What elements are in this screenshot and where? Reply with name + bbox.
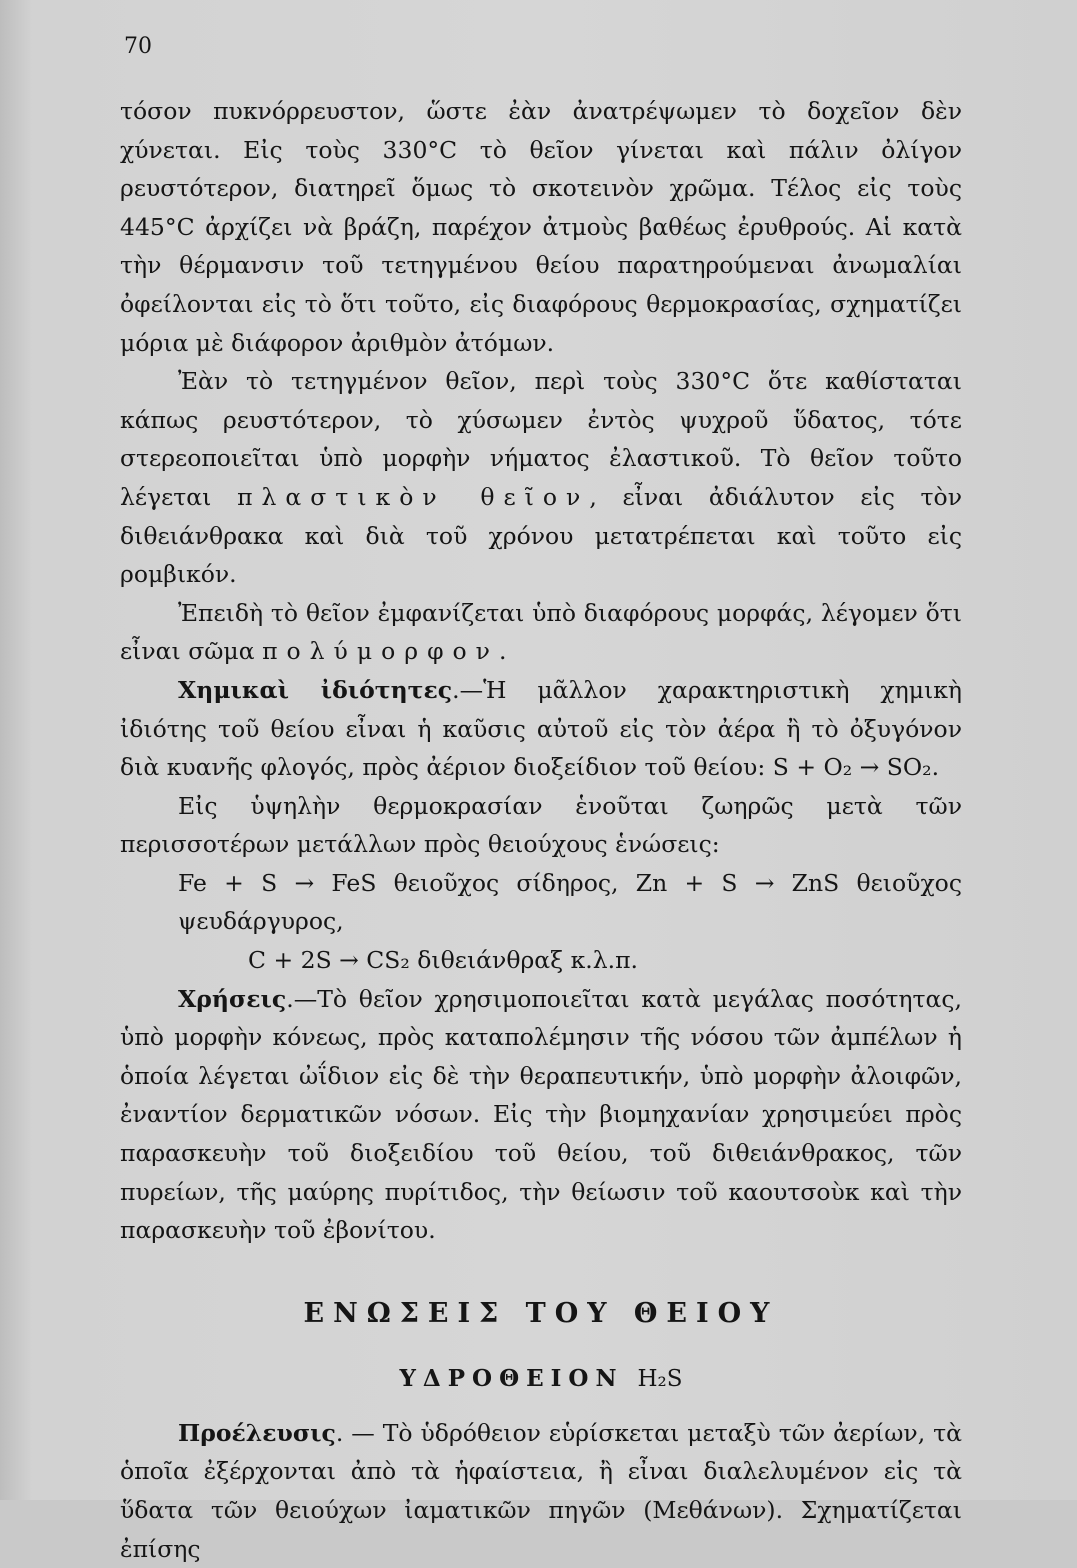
paragraph-1: τόσον πυκνόρρευστον, ὥστε ἐὰν ἀνατρέψωμεν τὸ δοχεῖον δὲν χύνεται. Εἰς τοὺς 330°C τὸ θεῖον γίνεται καὶ πάλιν ὀλίγον ρευστότερον, διατηρεῖ ὅμως τὸ σκοτεινὸν χρῶμα. Τέλος εἰς τοὺς 445°C ἀρχίζει νὰ βράζη, παρέχον ἀτμοὺς βαθέως ἐρυθρούς. Αἱ κατὰ τὴν θέρμανσιν τοῦ τετηγμένου θείου παρατηρούμεναι ἀνωμαλίαι ὀφείλονται εἰς τὸ ὅτι τοῦτο, εἰς διαφόρους θερμοκρασίας, σχηματίζει μόρια μὲ διάφορον ἀριθμὸν ἀτόμων. [120, 97, 962, 357]
uses-paragraph [120, 980, 962, 1250]
section-heading: ΕΝΩΣΕΙΣ ΤΟΥ ΘΕΙΟΥ [303, 1297, 779, 1329]
body-text [120, 92, 962, 1568]
subsection-heading [120, 1365, 962, 1392]
combustion-equation: S + O₂ → SO₂. [772, 753, 940, 782]
uses-heading: Χρήσεις [178, 984, 287, 1013]
subsection-title: ΥΔΡΟΘΕΙΟΝ [399, 1364, 624, 1392]
equation-line-2: C + 2S → CS₂ διθειάνθραξ κ.λ.π. [248, 946, 638, 975]
paragraph-3 [120, 594, 962, 671]
origin-heading: Προέλευσις [178, 1418, 336, 1447]
paragraph-3-text-b: . [498, 637, 507, 666]
paragraph-2 [120, 362, 962, 594]
origin-text: . — Τὸ ὑδρόθειον εὑρίσκεται μεταξὺ τῶν ἀερίων, τὰ ὁποῖα ἐξέρχονται ἀπὸ τὰ ἡφαίστεια, ἢ εἶναι διαλελυμένον εἰς τὰ ὕδατα τῶν θειούχων ἰαματικῶν πηγῶν (Μεθάνων). Σχηματίζεται ἐπίσης [120, 1418, 962, 1563]
paragraph-3-text-a: Ἐπειδὴ τὸ θεῖον ἐμφανίζεται ὑπὸ διαφόρους μορφάς, λέγομεν ὅτι εἶναι σῶμα [120, 598, 962, 666]
equation-line-1: Fe + S → FeS θειοῦχος σίδηρος, Zn + S → ZnS θειοῦχος ψευδάργυρος, [178, 868, 962, 936]
term-plastic-sulfur: πλαστικὸν θεῖον [237, 482, 590, 511]
chemical-properties-text: .—Ἡ μᾶλλον χαρακτηριστικὴ χημικὴ ἰδιότης τοῦ θείου εἶναι ἡ καῦσις αὐτοῦ εἰς τὸν ἀέρα ἢ τὸ ὀξυγόνον διὰ κυανῆς φλογός, πρὸς ἀέριον διοξείδιον τοῦ θείου: [120, 675, 962, 782]
metal-sulfide-equations [120, 864, 962, 980]
chemical-properties-heading: Χημικαὶ ἰδιότητες [178, 675, 453, 704]
metals-paragraph: Εἰς ὑψηλὴν θερμοκρασίαν ἑνοῦται ζωηρῶς μετὰ τῶν περισσοτέρων μετάλλων πρὸς θειούχους ἑνώσεις: [120, 791, 962, 859]
chemical-properties-paragraph [120, 671, 962, 787]
subsection-formula: H₂S [637, 1365, 683, 1392]
origin-paragraph [120, 1414, 962, 1568]
term-polymorphous: πολύμορφον [262, 637, 499, 666]
page-number: 70 [124, 34, 152, 59]
paragraph-2-text-a: Ἐὰν τὸ τετηγμένον θεῖον, περὶ τοὺς 330°C ὅτε καθίσταται κάπως ρευστότερον, τὸ χύσωμεν ἐντὸς ψυχροῦ ὕδατος, τότε στερεοποιεῖται ὑπὸ μορφὴν νήματος ἐλαστικοῦ. Τὸ θεῖον τοῦτο λέγεται [120, 367, 962, 511]
uses-text: .—Τὸ θεῖον χρησιμοποιεῖται κατὰ μεγάλας ποσότητας, ὑπὸ μορφὴν κόνεως, πρὸς καταπολέμησιν τῆς νόσου τῶν ἀμπέλων ἡ ὁποία λέγεται ὠΐδιον εἰς δὲ τὴν θεραπευτικήν, ὑπὸ μορφὴν ἀλοιφῶν, ἐναντίον δερματικῶν νόσων. Εἰς τὴν βιομηχανίαν χρησιμεύει πρὸς παρασκευὴν τοῦ διοξειδίου τοῦ θείου, τοῦ διθειάνθρακος, τῶν πυρείων, τῆς μαύρης πυρίτιδος, τὴν θείωσιν τοῦ καουτσοὺκ καὶ τὴν παρασκευὴν τοῦ ἐβονίτου. [120, 984, 962, 1245]
paragraph-2-text-b: , εἶναι ἀδιάλυτον εἰς τὸν διθειάνθρακα καὶ διὰ τοῦ χρόνου μετατρέπεται καὶ τοῦτο εἰς ρομβικόν. [120, 482, 962, 589]
